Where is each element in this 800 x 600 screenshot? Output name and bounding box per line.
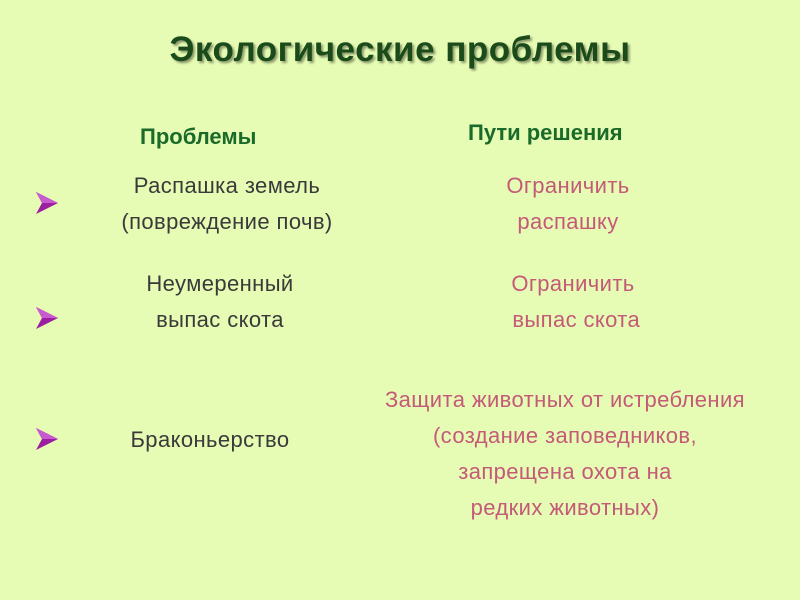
solution-row-1-line-2: распашку [517, 209, 619, 234]
solution-row-2-line-1: Ограничить [511, 271, 635, 296]
solution-row-3-line-4: редких животных) [470, 495, 660, 520]
solution-row-3-line-2: (создание заповедников, [432, 423, 698, 448]
problem-row-1 [92, 168, 362, 240]
problem-row-2-line-2: выпас скота [156, 307, 284, 332]
solution-row-2-line-2: выпас скота [505, 307, 641, 332]
solution-row-1-line-1: Ограничить [506, 173, 630, 198]
problem-row-3-line-1: Браконьерство [130, 427, 290, 452]
arrow-bullet-icon [34, 305, 60, 331]
solution-row-3-line-3: запрещена охота на [458, 459, 672, 484]
arrow-bullet-icon [34, 190, 60, 216]
solution-row-1 [478, 168, 658, 240]
problem-row-3 [100, 422, 320, 458]
problem-row-2-line-1: Неумеренный [146, 271, 294, 296]
solution-row-2 [478, 266, 668, 338]
problem-row-1-line-2: (повреждение почв) [121, 209, 333, 234]
solutions-header: Пути решения [468, 120, 623, 145]
solution-row-3-line-1: Защита животных от истребления [384, 387, 745, 412]
problem-row-2 [110, 266, 330, 338]
solution-row-3 [330, 382, 800, 526]
problems-header: Проблемы [140, 124, 257, 149]
arrow-bullet-icon [34, 426, 60, 452]
problem-row-1-line-1: Распашка земель [133, 173, 321, 198]
slide-title: Экологические проблемы [169, 30, 631, 69]
